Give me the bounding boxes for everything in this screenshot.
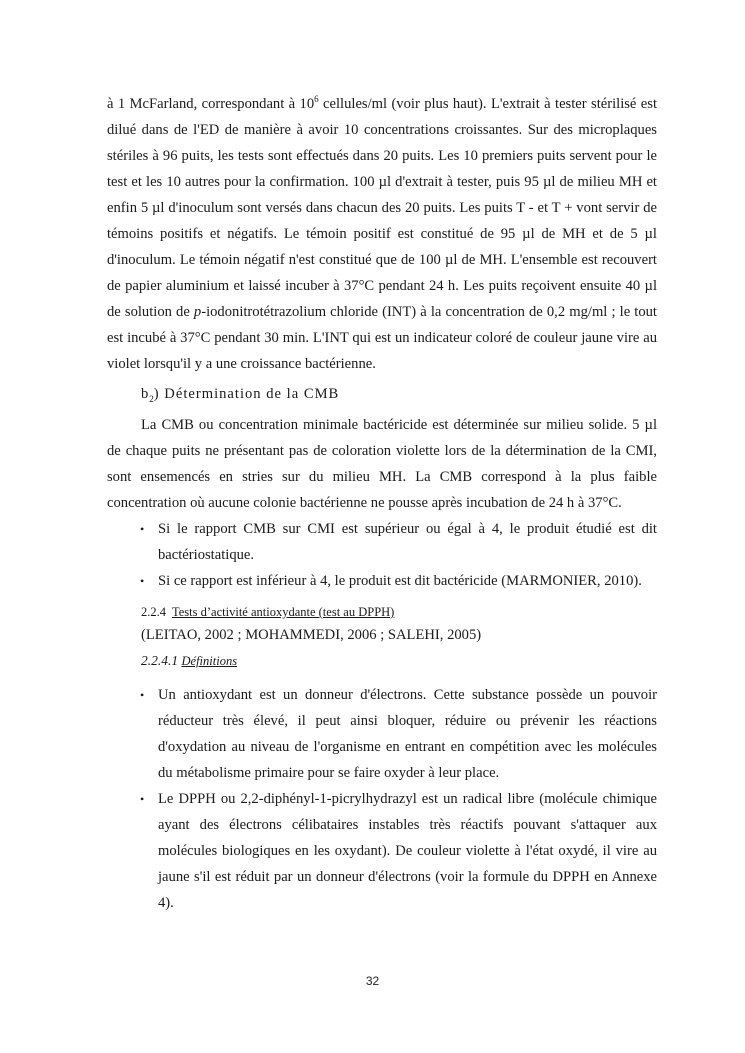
paragraph-cmi-method xyxy=(107,86,657,377)
exponent: 6 xyxy=(314,94,319,104)
cmb-bullet-list xyxy=(107,516,657,594)
subsection-heading: 2.2.4.1 Définitions xyxy=(141,652,238,668)
definitions-bullet-list xyxy=(107,682,657,916)
list-item: • Le DPPH ou 2,2-diphényl-1-picrylhydrazyl est un radical libre (molécule chimique ayant des électrons célibataires instables très réactifs pouvant s'attaquer aux molécules biologiques en les oxydant). De couleur violette à l'état oxydé, il vire au jaune s'il est réduit par un donneur d'électrons (voir la formule du DPPH en Annexe 4). xyxy=(107,786,657,916)
paragraph-cmb: La CMB ou concentration minimale bactéricide est déterminée sur milieu solide. 5 µl de chaque puits ne présentant pas de coloration violette lors de la détermination de la CMI, sont ensemencés en stries sur du milieu MH. La CMB correspond à la plus faible concentration où aucune colonie bactérienne ne pousse après incubation de 24 h à 37°C. xyxy=(107,416,657,511)
bullet-icon: • xyxy=(140,687,145,702)
bullet-icon: • xyxy=(140,791,145,806)
document-page xyxy=(107,86,657,916)
list-item: • Un antioxydant est un donneur d'électrons. Cette substance possède un pouvoir réducteur très élevé, il peut ainsi bloquer, réduire ou prévenir les réactions d'oxydation au niveau de l'organisme en entrant en compétition avec les molécules du métabolisme primaire pour se faire oxyder à leur place. xyxy=(107,682,657,786)
section-references: (LEITAO, 2002 ; MOHAMMEDI, 2006 ; SALEHI, 2005) xyxy=(141,626,482,643)
page-number: 32 xyxy=(365,974,380,988)
italic-prefix: p xyxy=(193,303,202,320)
list-item: • Si le rapport CMB sur CMI est supérieur ou égal à 4, le produit étudié est dit bactériostatique. xyxy=(107,516,657,568)
bullet-icon: • xyxy=(140,521,145,536)
bullet-icon: • xyxy=(140,573,145,588)
paragraph-text: à 1 McFarland, correspondant à $10^6$ cellules/ml (voir plus haut). L'extrait à tester stérilisé est dilué dans de l'ED de manière à avoir 10 concentrations croissantes. Sur des microplaques stériles à 96 puits, les tests sont effectués dans 20 puits. Les 10 premiers puits servent pour le test et les 10 autres pour la confirmation. 100 µl d'extrait à tester, puis 95 µl de milieu MH et enfin 5 µl d'inoculum sont versés dans chacun des 20 puits. Les puits T - et T + vont servir de témoins positifs et négatifs. Le témoin positif est constitué de 95 µl de MH et de 5 µl d'inoculum. Le témoin négatif n'est constitué que de 100 µl de MH. L'ensemble est recouvert de papier aluminium et laissé incuber à 37°C pendant 24 h. Les puits reçoivent ensuite 40 µl de solution de p-iodonitrotétrazolium chloride (INT) à la concentration de 0,2 mg/ml ; le tout est incubé à 37°C pendant 30 min. L'INT qui est un indicateur coloré de couleur jaune vire au violet lorsqu'il y a une croissance bactérienne. xyxy=(107,94,658,372)
section-heading: 2.2.4 Tests d’activité antioxydante (test au DPPH) xyxy=(141,604,395,619)
list-item: • Si ce rapport est inférieur à 4, le produit est dit bactéricide (MARMONIER, 2010). xyxy=(107,568,657,594)
subheading-cmb: $b_2$) Détermination de la CMB xyxy=(141,385,340,404)
